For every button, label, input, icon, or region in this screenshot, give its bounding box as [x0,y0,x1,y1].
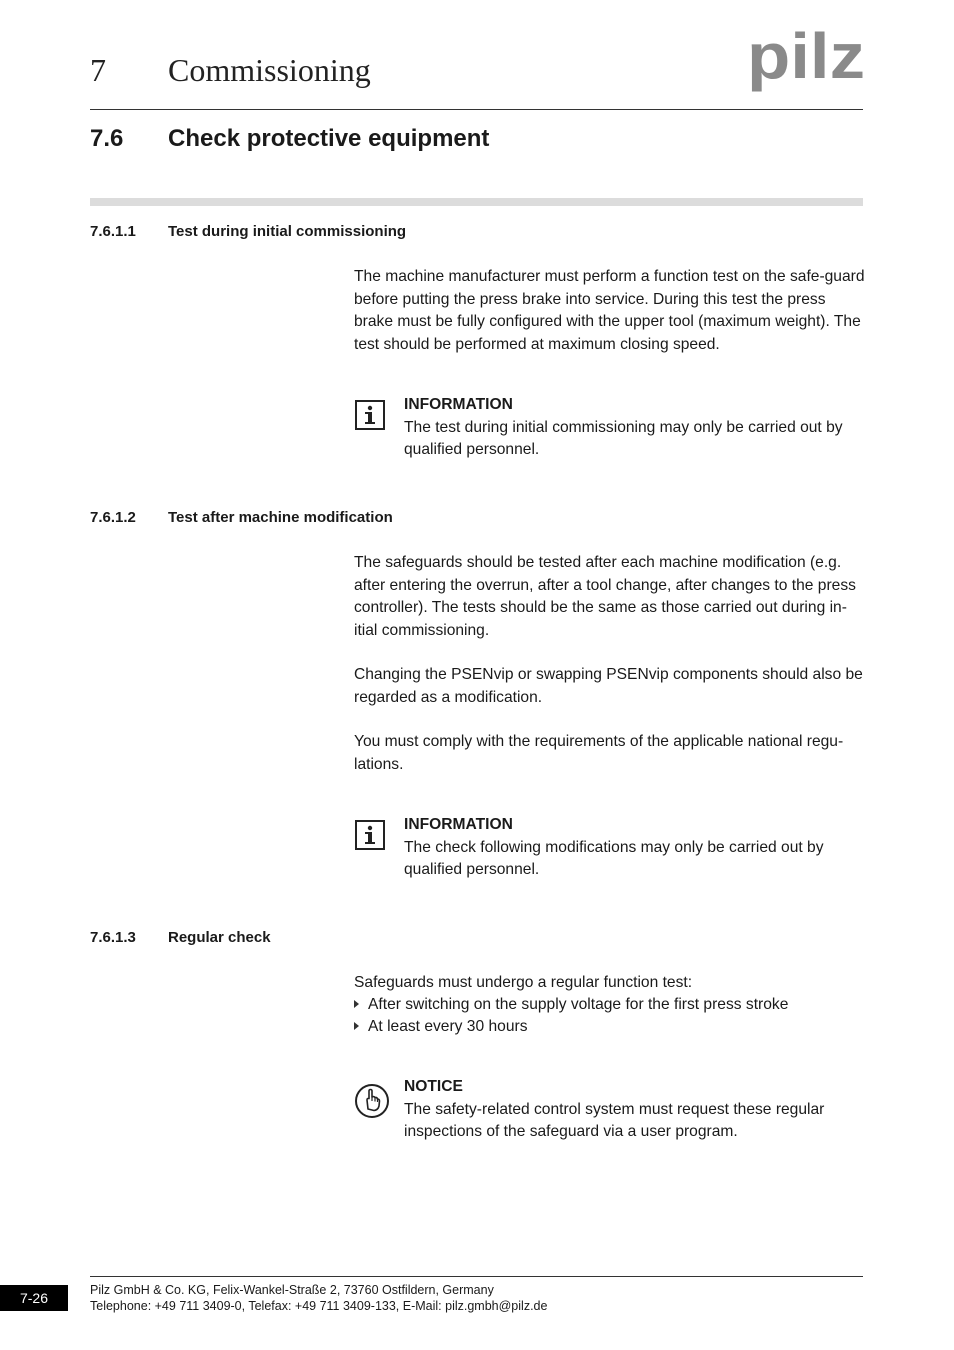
callout-heading: INFORMATION [404,816,513,833]
callout-heading: NOTICE [404,1078,463,1095]
subsection-title: Test during initial commissioning [168,223,407,240]
paragraph: Changing the PSENvip or swapping PSENvip components should also be regarded as a modification. [354,666,863,706]
callout-heading: INFORMATION [404,396,513,413]
information-icon [354,399,386,431]
footer-rule [90,1276,863,1277]
page-number: 7-26 [0,1285,68,1311]
callout-text: The check following modifications may only be carried out by qualified personnel. [404,838,824,878]
information-callout [404,394,866,462]
footer-contact: Telephone: +49 711 3409-0, Telefax: +49 711 3409-133, E-Mail: pilz.gmbh@pilz.de [90,1299,548,1313]
pilz-logo [747,28,865,96]
information-callout [404,814,866,882]
paragraph: Safeguards must undergo a regular function test: [354,974,693,991]
footer-address: Pilz GmbH & Co. KG, Felix-Wankel-Straße 2, 73760 Ostfildern, Germany [90,1283,494,1297]
section-title: Check protective equipment [168,125,490,152]
information-icon [354,819,386,851]
pilz-logo-text: pilz [747,28,865,92]
callout-text: The test during initial commissioning may only be carried out by qualified personnel. [404,418,843,458]
subsection-number: 7.6.1.3 [90,929,136,946]
header-rule [90,109,863,110]
subsection-number: 7.6.1.2 [90,509,136,526]
callout-text: The safety-related control system must request these regular inspections of the safeguard via a user program. [404,1100,825,1140]
subsection-title: Test after machine modification [168,509,393,526]
section-number: 7.6 [90,125,124,152]
paragraph: The machine manufacturer must perform a function test on the safe-guard before putting the press brake into service. During this test the press brake must be fully configured with the upper tool (maximum weight). The test should be performed at maximum closing speed. [354,268,865,353]
bullet-arrow-icon [354,1000,359,1008]
chapter-title: Commissioning [168,52,371,88]
subsection-title: Regular check [168,929,271,946]
pointing-hand-icon [354,1083,390,1119]
bullet-arrow-icon [354,1022,359,1030]
chapter-number: 7 [90,52,106,88]
paragraph: The safeguards should be tested after each machine modification (e.g. after entering the overrun, after a tool change, after changes to the press controller). The tests should be the same as those carried out during in-itial commissioning. [354,554,856,639]
paragraph: You must comply with the requirements of the applicable national regu-lations. [354,733,844,773]
list-item: At least every 30 hours [354,1016,528,1038]
section-divider-bar [90,198,863,206]
notice-callout [404,1076,866,1144]
list-item: After switching on the supply voltage for the first press stroke [354,994,788,1016]
subsection-number: 7.6.1.1 [90,223,136,240]
